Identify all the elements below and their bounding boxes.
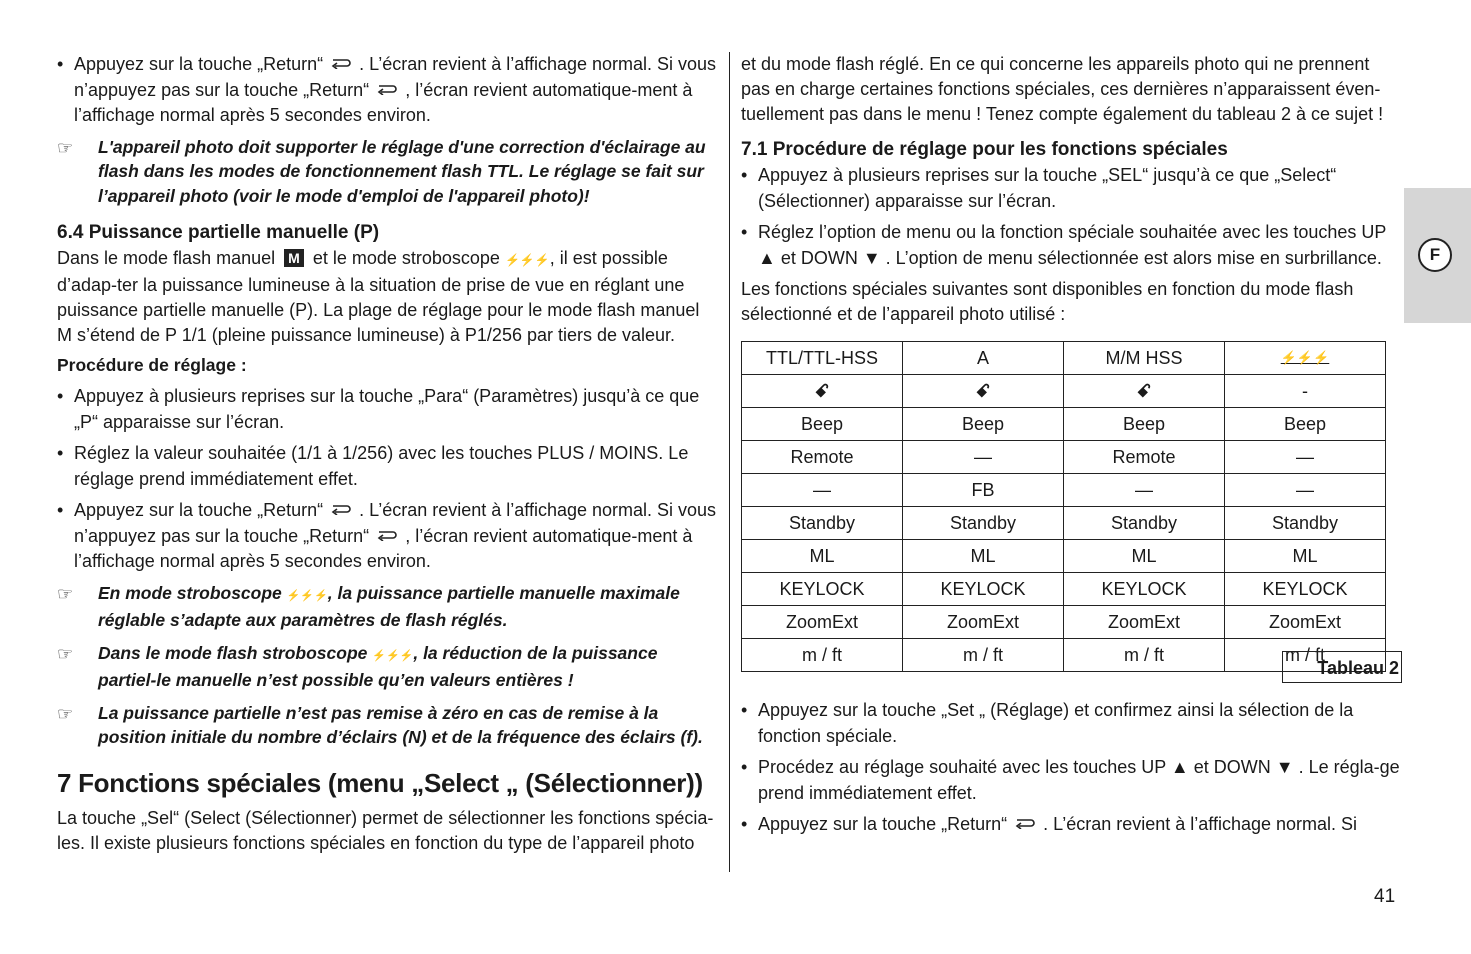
bullet-return-3 — [741, 812, 1401, 838]
bullet-return-1 — [57, 52, 717, 129]
table-row — [742, 540, 1386, 573]
return-icon — [330, 57, 352, 69]
procedure-heading: Procédure de réglage : — [57, 355, 247, 375]
para-continue: et du mode flash réglé. En ce qui concerne les appareils photo qui ne prennent pas en charge certaines fonctions spéciales, ces dernières n’apparaissent éven-tuellement pas dans le menu ! Tenez compte également du tableau 2 à ce sujet ! — [741, 54, 1384, 124]
table-cell: ML — [742, 540, 903, 573]
table-cell: Beep — [903, 408, 1064, 441]
para-7: La touche „Sel“ (Select (Sélectionner) permet de sélectionner les fonctions spécia-les. Il existe plusieurs fonctions spéciales en fonction du type de l’appareil photo — [57, 807, 714, 853]
note-text: , la réduction de la puissance partiel-le manuelle n’est possible qu’en valeurs entières ! — [98, 642, 658, 690]
column-divider — [729, 52, 730, 872]
return-icon — [376, 529, 398, 541]
bullet-option: • Réglez l’option de menu ou la fonction spéciale souhaitée avec les touches UP ▲ et DOWN ▼ . L’option de menu sélectionnée est alors mise en surbrillance. — [741, 220, 1401, 271]
table-cell: — — [903, 441, 1064, 474]
bullet-sel: • Appuyez à plusieurs reprises sur la touche „SEL“ jusqu’à ce que „Select“ (Sélectionner) apparaisse sur l’écran. — [741, 163, 1401, 214]
table-row — [742, 606, 1386, 639]
table-row — [742, 573, 1386, 606]
table-row — [742, 441, 1386, 474]
language-badge: F — [1418, 238, 1452, 272]
text: , l’écran revient automatique-ment à l’affichage normal après 5 secondes environ. — [74, 79, 693, 125]
table-cell: Standby — [1225, 507, 1386, 540]
table-header: A — [903, 342, 1064, 375]
strobe-icon: ⚡⚡⚡ — [504, 253, 550, 267]
table-cell: Standby — [903, 507, 1064, 540]
heading-7: 7 Fonctions spéciales (menu „Select „ (Sélectionner)) — [57, 767, 703, 798]
return-icon — [1014, 817, 1036, 829]
table-cell: ML — [903, 540, 1064, 573]
language-tab — [1404, 188, 1471, 323]
note-text: La puissance partielle n’est pas remise à zéro en cas de remise à la position initiale du nombre d’éclairs (N) et de la fréquence des éclairs (f). — [98, 702, 703, 747]
heading-6-4: 6.4 Puissance partielle manuelle (P) — [57, 222, 380, 243]
bullet-return-2 — [57, 498, 717, 575]
para-available: Les fonctions spéciales suivantes sont disponibles en fonction du mode flash sélectionné et de l’appareil photo utilisé : — [741, 279, 1354, 324]
note-strobe-2 — [57, 641, 717, 693]
table-header-row — [742, 342, 1386, 375]
strobe-icon: ⚡⚡⚡ — [372, 649, 414, 662]
table-cell: Beep — [1064, 408, 1225, 441]
bullet-updown: • Procédez au réglage souhaité avec les touches UP ▲ et DOWN ▼ . Le régla-ge prend immédiatement effet. — [741, 755, 1401, 806]
table-header: TTL/TTL-HSS — [742, 342, 903, 375]
table-cell: m / ft — [1225, 639, 1386, 672]
return-icon — [376, 83, 398, 95]
table-cell: ZoomExt — [1064, 606, 1225, 639]
table-row — [742, 507, 1386, 540]
table-cell: ML — [1064, 540, 1225, 573]
table-row — [742, 474, 1386, 507]
pointing-hand-icon: ☞ — [57, 703, 74, 724]
table-cell: Standby — [1064, 507, 1225, 540]
note-text: L'appareil photo doit supporter le réglage d'une correction d'éclairage au flash dans les modes de fonctionnement flash TTL. Le réglage se fait sur l’appareil photo (voir le mode d'emploi de l'appareil photo)! — [98, 136, 706, 206]
table-cell: Beep — [1225, 408, 1386, 441]
right-column — [741, 52, 1401, 844]
table-cell: ZoomExt — [1225, 606, 1386, 639]
table-cell: Standby — [742, 507, 903, 540]
table-cell: FB — [903, 474, 1064, 507]
table-cell: ꗃ — [1064, 375, 1225, 408]
table-cell: - — [1225, 375, 1386, 408]
table-cell: ZoomExt — [742, 606, 903, 639]
table-cell: KEYLOCK — [1225, 573, 1386, 606]
bullet-value: • Réglez la valeur souhaitée (1/1 à 1/256) avec les touches PLUS / MOINS. Le réglage prend immédiatement effet. — [57, 441, 717, 492]
page-number: 41 — [1374, 886, 1396, 907]
note-text: Dans le mode flash stroboscope — [98, 642, 368, 663]
note-text: En mode stroboscope — [98, 582, 282, 603]
table-cell: KEYLOCK — [1064, 573, 1225, 606]
pointing-hand-icon: ☞ — [57, 137, 74, 158]
manual-mode-badge: M — [284, 249, 304, 267]
text: . L’écran revient à l’affichage normal. Si — [1043, 814, 1358, 834]
table-cell: Remote — [1064, 441, 1225, 474]
text: . L’écran revient à l’affichage normal. Si vous n’appuyez pas sur la touche „Return“ — [74, 54, 717, 100]
table-cell: — — [1064, 474, 1225, 507]
strobe-icon: ⚡⚡⚡ — [286, 589, 328, 602]
table-cell: — — [1225, 474, 1386, 507]
bullet-para: • Appuyez à plusieurs reprises sur la touche „Para“ (Paramètres) jusqu’à ce que „P“ apparaisse sur l’écran. — [57, 384, 717, 435]
table-cell: m / ft — [742, 639, 903, 672]
table-cell: m / ft — [1064, 639, 1225, 672]
table-cell: — — [1225, 441, 1386, 474]
text: Appuyez sur la touche „Return“ — [758, 814, 1008, 834]
bullet-set: • Appuyez sur la touche „Set „ (Réglage) et confirmez ainsi la sélection de la fonction spéciale. — [741, 698, 1401, 749]
table-cell: — — [742, 474, 903, 507]
left-column — [57, 52, 717, 856]
text: Appuyez sur la touche „Return“ — [74, 54, 324, 74]
table-cell: Remote — [742, 441, 903, 474]
table-cell: m / ft — [903, 639, 1064, 672]
table-cell: ML — [1225, 540, 1386, 573]
text: Dans le mode flash manuel — [57, 248, 276, 268]
note-strobe-1 — [57, 581, 717, 633]
table-header-strobe-icon — [1225, 342, 1386, 375]
text: Appuyez sur la touche „Return“ — [74, 500, 324, 520]
table-row — [742, 408, 1386, 441]
heading-7-1: 7.1 Procédure de réglage pour les fonctions spéciales — [741, 139, 1228, 160]
text: , l’écran revient automatique-ment à l’affichage normal après 5 secondes environ. — [74, 525, 693, 571]
table-caption-text: Tableau 2 — [1317, 658, 1399, 678]
para-6-4 — [57, 246, 717, 348]
strobe-icon: ⚡⚡⚡ — [1280, 350, 1330, 365]
table-row — [742, 375, 1386, 408]
note-ttl — [57, 135, 717, 209]
table-cell: ꗃ — [742, 375, 903, 408]
table-caption — [1282, 651, 1402, 683]
pointing-hand-icon: ☞ — [57, 643, 74, 664]
pointing-hand-icon: ☞ — [57, 583, 74, 604]
table-cell: KEYLOCK — [903, 573, 1064, 606]
table-cell: ꗃ — [903, 375, 1064, 408]
special-functions-table — [741, 341, 1386, 672]
note-reset — [57, 701, 717, 750]
table-cell: ZoomExt — [903, 606, 1064, 639]
table-header: M/M HSS — [1064, 342, 1225, 375]
table-cell: Beep — [742, 408, 903, 441]
text: . L’écran revient à l’affichage normal. Si vous n’appuyez pas sur la touche „Return“ — [74, 500, 717, 546]
text: , il est possible d’adap-ter la puissance lumineuse à la situation de prise de vue en réglant une puissance partielle manuelle (P). La plage de réglage pour le mode flash manuel M s’étend de P 1/1 (pleine puissance lumineuse) à P1/256 par tiers de valeur. — [57, 248, 700, 345]
table-cell: KEYLOCK — [742, 573, 903, 606]
text: et le mode stroboscope — [312, 248, 500, 268]
note-text: , la puissance partielle manuelle maximale réglable s’adapte aux paramètres de flash réglés. — [98, 582, 680, 630]
return-icon — [330, 503, 352, 515]
